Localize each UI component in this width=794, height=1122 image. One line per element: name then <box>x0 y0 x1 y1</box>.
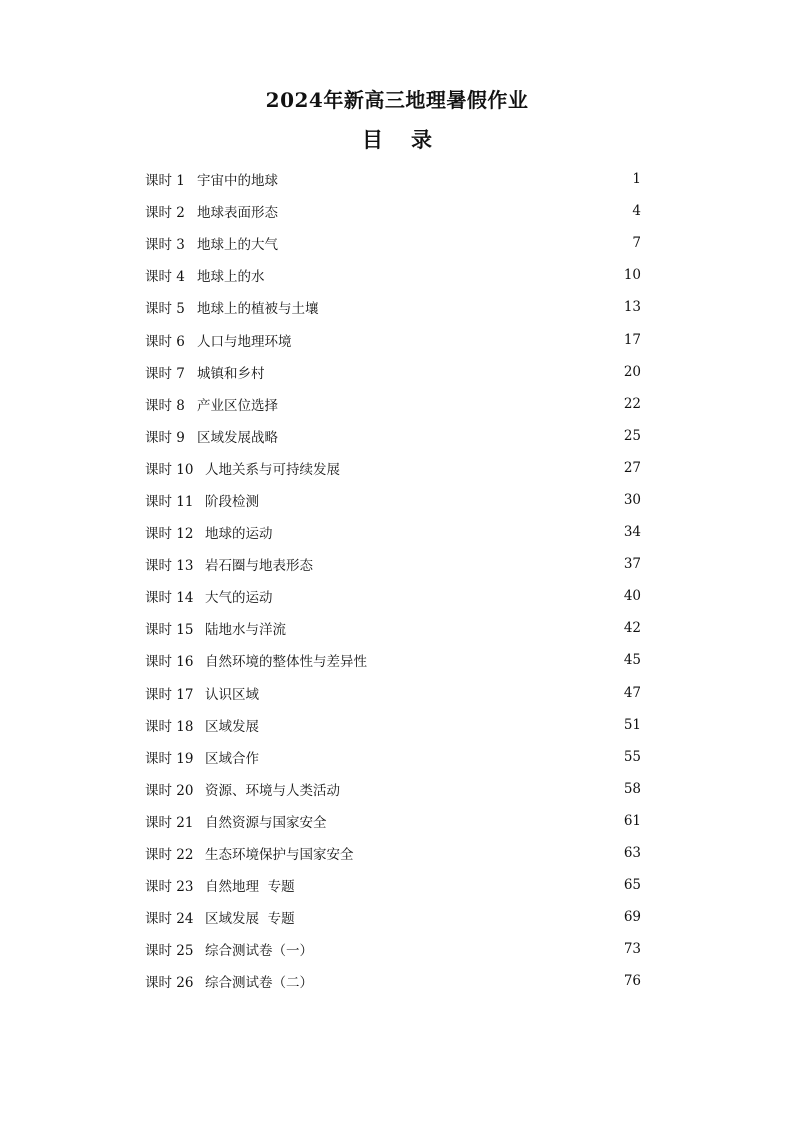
toc-entry[interactable] <box>145 612 645 644</box>
page-number: 17 <box>623 331 641 348</box>
page-number: 25 <box>623 427 641 444</box>
lesson-title: 地球上的植被与土壤 <box>197 301 319 318</box>
lesson-title: 区域发展 专题 <box>205 911 295 928</box>
lesson-number: 课时 20 <box>145 782 194 799</box>
lesson-title: 大气的运动 <box>205 590 273 607</box>
lesson-title: 人地关系与可持续发展 <box>205 461 340 478</box>
lesson-title: 宇宙中的地球 <box>197 173 278 190</box>
lesson-title: 自然资源与国家安全 <box>205 814 327 831</box>
page-number: 27 <box>623 459 641 476</box>
lesson-number: 课时 25 <box>145 943 194 960</box>
table-of-contents <box>145 163 645 997</box>
lesson-number: 课时 22 <box>145 847 194 864</box>
toc-entry[interactable] <box>145 484 645 516</box>
lesson-title: 区域发展 <box>205 718 259 735</box>
lesson-title: 地球的运动 <box>205 526 273 543</box>
lesson-title: 自然环境的整体性与差异性 <box>205 654 367 671</box>
lesson-number: 课时 5 <box>145 301 185 318</box>
toc-entry[interactable] <box>145 741 645 773</box>
toc-entry[interactable] <box>145 837 645 869</box>
toc-entry[interactable] <box>145 420 645 452</box>
lesson-number: 课时 15 <box>145 622 194 639</box>
lesson-number: 课时 14 <box>145 590 194 607</box>
lesson-number: 课时 24 <box>145 911 194 928</box>
toc-entry[interactable] <box>145 965 645 997</box>
lesson-number: 课时 11 <box>145 493 194 510</box>
toc-entry[interactable] <box>145 356 645 388</box>
lesson-title: 城镇和乡村 <box>197 365 265 382</box>
lesson-number: 课时 21 <box>145 814 194 831</box>
page-number: 58 <box>623 780 641 797</box>
lesson-title: 地球上的大气 <box>197 237 278 254</box>
toc-entry[interactable] <box>145 388 645 420</box>
lesson-number: 课时 7 <box>145 365 185 382</box>
lesson-title: 陆地水与洋流 <box>205 622 286 639</box>
lesson-number: 课时 12 <box>145 526 194 543</box>
toc-entry[interactable] <box>145 452 645 484</box>
lesson-title: 综合测试卷（二） <box>205 975 313 992</box>
page-number: 42 <box>623 620 641 637</box>
lesson-title: 自然地理 专题 <box>205 879 295 896</box>
toc-entry[interactable] <box>145 709 645 741</box>
lesson-number: 课时 16 <box>145 654 194 671</box>
lesson-title: 综合测试卷（一） <box>205 943 313 960</box>
lesson-title: 阶段检测 <box>205 493 259 510</box>
lesson-number: 课时 8 <box>145 397 185 414</box>
page-number: 73 <box>623 941 641 958</box>
toc-entry[interactable] <box>145 163 645 195</box>
page-number: 65 <box>623 877 641 894</box>
lesson-number: 课时 26 <box>145 975 194 992</box>
toc-entry[interactable] <box>145 677 645 709</box>
page-number: 10 <box>623 267 641 284</box>
lesson-number: 课时 2 <box>145 205 185 222</box>
toc-entry[interactable] <box>145 869 645 901</box>
page-number: 63 <box>623 845 641 862</box>
page-number: 69 <box>623 909 641 926</box>
toc-entry[interactable] <box>145 773 645 805</box>
page-number: 30 <box>623 491 641 508</box>
toc-entry[interactable] <box>145 516 645 548</box>
toc-entry[interactable] <box>145 580 645 612</box>
lesson-number: 课时 10 <box>145 461 194 478</box>
page-number: 61 <box>623 812 641 829</box>
lesson-title: 产业区位选择 <box>197 397 278 414</box>
lesson-number: 课时 3 <box>145 237 185 254</box>
page-number: 13 <box>623 299 641 316</box>
toc-entry[interactable] <box>145 291 645 323</box>
page-number: 76 <box>623 973 641 990</box>
toc-entry[interactable] <box>145 644 645 676</box>
lesson-title: 区域合作 <box>205 750 259 767</box>
toc-entry[interactable] <box>145 259 645 291</box>
lesson-title: 生态环境保护与国家安全 <box>205 847 354 864</box>
lesson-title: 地球表面形态 <box>197 205 278 222</box>
lesson-number: 课时 9 <box>145 429 185 446</box>
page-number: 45 <box>623 652 641 669</box>
toc-heading: 目录 <box>362 127 460 152</box>
lesson-title: 岩石圈与地表形态 <box>205 558 313 575</box>
page-number: 4 <box>632 203 641 220</box>
lesson-number: 课时 13 <box>145 558 194 575</box>
lesson-title: 人口与地理环境 <box>197 333 292 350</box>
page-number: 40 <box>623 588 641 605</box>
page-number: 20 <box>623 363 641 380</box>
page-number: 47 <box>623 684 641 701</box>
toc-entry[interactable] <box>145 227 645 259</box>
lesson-title: 区域发展战略 <box>197 429 278 446</box>
lesson-number: 课时 18 <box>145 718 194 735</box>
lesson-number: 课时 19 <box>145 750 194 767</box>
toc-entry[interactable] <box>145 548 645 580</box>
toc-entry[interactable] <box>145 323 645 355</box>
toc-entry[interactable] <box>145 901 645 933</box>
lesson-title: 认识区域 <box>205 686 259 703</box>
page-number: 37 <box>623 556 641 573</box>
page-number: 1 <box>632 171 641 188</box>
lesson-number: 课时 6 <box>145 333 185 350</box>
lesson-number: 课时 17 <box>145 686 194 703</box>
page-number: 51 <box>623 716 641 733</box>
toc-entry[interactable] <box>145 933 645 965</box>
lesson-title: 地球上的水 <box>197 269 265 286</box>
page-number: 22 <box>623 395 641 412</box>
toc-entry[interactable] <box>145 805 645 837</box>
page-number: 55 <box>623 748 641 765</box>
lesson-number: 课时 4 <box>145 269 185 286</box>
page-number: 7 <box>632 235 641 252</box>
lesson-number: 课时 1 <box>145 173 185 190</box>
toc-entry[interactable] <box>145 195 645 227</box>
page-number: 34 <box>623 524 641 541</box>
lesson-title: 资源、环境与人类活动 <box>205 782 340 799</box>
document-title: 2024年新高三地理暑假作业 <box>265 88 529 112</box>
lesson-number: 课时 23 <box>145 879 194 896</box>
